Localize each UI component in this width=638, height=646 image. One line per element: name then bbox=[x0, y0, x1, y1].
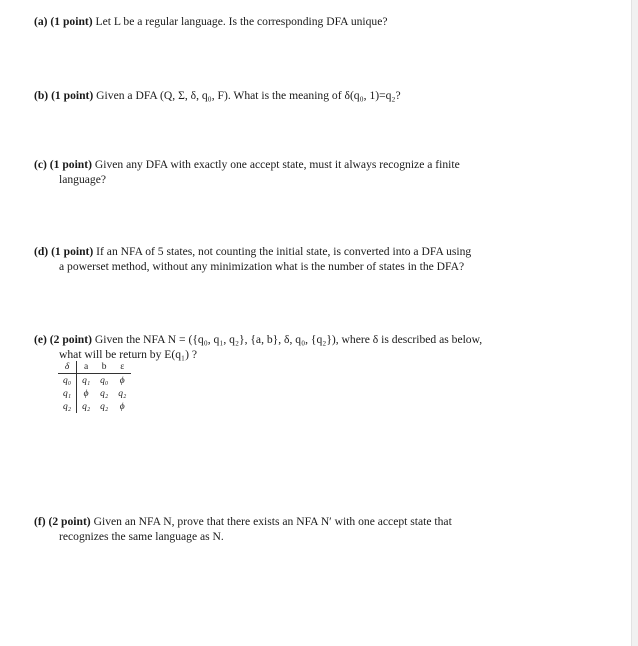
question-c-text: Given any DFA with exactly one accept state, must it always recognize a finite bbox=[94, 158, 460, 171]
transition-table bbox=[58, 361, 131, 413]
question-d-text: If an NFA of 5 states, not counting the initial state, is converted into a DFA using bbox=[96, 245, 472, 258]
table-cell: q₂ bbox=[118, 388, 127, 399]
table-header-cell: ε bbox=[113, 361, 131, 374]
table-cell: ϕ bbox=[119, 375, 125, 386]
question-e-text: Given the NFA N = ({q₀, q₁, q₂}, {a, b}, δ, q₀, {q₂}), where δ is described as below, bbox=[94, 333, 483, 346]
question-f bbox=[34, 514, 564, 544]
table-header-cell: δ bbox=[58, 361, 77, 374]
table-cell: q₂ bbox=[100, 401, 109, 412]
table-cell: q₂ bbox=[58, 400, 77, 413]
transition-table-header-row bbox=[58, 361, 131, 374]
question-d-continuation: a powerset method, without any minimization what is the number of states in the DFA? bbox=[59, 260, 465, 273]
question-e bbox=[34, 332, 564, 362]
question-e-label: (e) (2 point) bbox=[34, 333, 92, 346]
table-cell: q₀ bbox=[58, 374, 77, 388]
table-header-cell: a bbox=[77, 361, 96, 374]
question-b-label: (b) (1 point) bbox=[34, 89, 94, 102]
table-cell: ϕ bbox=[119, 401, 125, 412]
question-d-label: (d) (1 point) bbox=[34, 245, 94, 258]
question-d bbox=[34, 244, 564, 274]
question-b bbox=[34, 88, 564, 103]
question-f-text: Given an NFA N, prove that there exists an NFA N′ with one accept state that bbox=[93, 515, 452, 528]
question-b-text: Given a DFA (Q, Σ, δ, q₀, F). What is the meaning of δ(q₀, 1)=q₂? bbox=[96, 89, 401, 102]
table-cell: ϕ bbox=[83, 388, 89, 399]
table-cell: q₁ bbox=[58, 387, 77, 400]
table-cell: q₂ bbox=[100, 388, 109, 399]
table-cell: q₂ bbox=[82, 401, 91, 412]
table-header-cell: b bbox=[95, 361, 113, 374]
question-c-continuation: language? bbox=[59, 173, 106, 186]
question-f-continuation: recognizes the same language as N. bbox=[59, 530, 224, 543]
table-row bbox=[58, 374, 131, 388]
table-row bbox=[58, 387, 131, 400]
question-f-label: (f) (2 point) bbox=[34, 515, 91, 528]
question-a-label: (a) (1 point) bbox=[34, 15, 93, 28]
question-c-label: (c) (1 point) bbox=[34, 158, 92, 171]
question-a bbox=[34, 14, 564, 29]
table-cell: q₁ bbox=[82, 375, 91, 386]
table-row bbox=[58, 400, 131, 413]
table-cell: q₀ bbox=[100, 375, 109, 386]
question-e-continuation: what will be return by E(q₁) ? bbox=[59, 348, 197, 361]
page-edge bbox=[631, 0, 638, 646]
question-a-text: Let L be a regular language. Is the corresponding DFA unique? bbox=[95, 15, 388, 28]
question-c bbox=[34, 157, 564, 187]
